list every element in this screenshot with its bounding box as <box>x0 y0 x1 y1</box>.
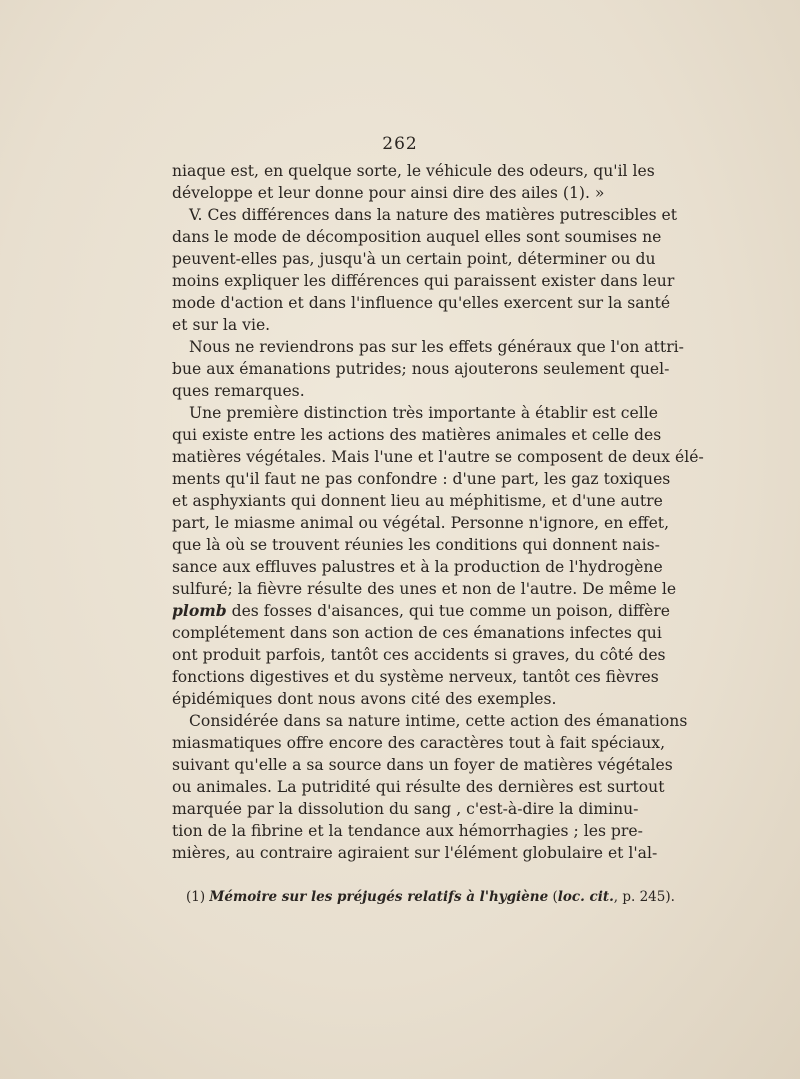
footnote-rest: , p. 245). <box>613 889 675 905</box>
text-line: ou animales. La putridité qui résulte des dernières est surtout <box>172 778 665 796</box>
text-line: ments qu'il faut ne pas confondre : d'une part, les gaz toxiques <box>172 470 671 488</box>
text-line: matières végétales. Mais l'une et l'autre se composent de deux élé- <box>172 448 704 466</box>
text-line: moins expliquer les différences qui paraissent exister dans leur <box>172 272 675 290</box>
text-line: part, le miasme animal ou végétal. Personne n'ignore, en effet, <box>172 514 670 532</box>
text-line: mode d'action et dans l'influence qu'elles exercent sur la santé <box>172 294 671 312</box>
text-line: et sur la vie. <box>172 316 271 334</box>
text-line: mières, au contraire agiraient sur l'élément globulaire et l'al- <box>172 844 658 862</box>
text-line: fonctions digestives et du système nerveux, tantôt ces fièvres <box>172 668 659 686</box>
text-line-rest: des fosses d'aisances, qui tue comme un poison, diffère <box>226 602 670 620</box>
text-line: dans le mode de décomposition auquel elles sont soumises ne <box>172 228 662 246</box>
text-line: peuvent-elles pas, jusqu'à un certain point, déterminer ou du <box>172 250 656 268</box>
text-line: tion de la fibrine et la tendance aux hémorrhagies ; les pre- <box>172 822 643 840</box>
text-line <box>172 600 670 622</box>
footnote-marker: (1) <box>186 889 206 905</box>
page-number: 262 <box>382 134 418 154</box>
text-line: miasmatiques offre encore des caractères tout à fait spéciaux, <box>172 734 666 752</box>
paragraph-first-line: Nous ne reviendrons pas sur les effets généraux que l'on attri- <box>189 338 684 356</box>
italic-term: plomb <box>172 601 227 620</box>
text-line: sulfuré; la fièvre résulte des unes et non de l'autre. De même le <box>172 580 677 598</box>
text-line: suivant qu'elle a sa source dans un foyer de matières végétales <box>172 756 673 774</box>
text-line: et asphyxiants qui donnent lieu au méphitisme, et d'une autre <box>172 492 663 510</box>
text-line: qui existe entre les actions des matières animales et celle des <box>172 426 662 444</box>
footnote-open: ( <box>548 889 558 905</box>
footnote-title: Mémoire sur les préjugés relatifs à l'hygiène <box>209 889 549 905</box>
text-line: marquée par la dissolution du sang , c'est-à-dire la diminu- <box>172 800 639 818</box>
footnote <box>186 888 675 906</box>
text-line: développe et leur donne pour ainsi dire des ailes (1). » <box>172 184 605 202</box>
body-text <box>172 160 704 864</box>
text-line: bue aux émanations putrides; nous ajouterons seulement quel- <box>172 360 670 378</box>
paragraph-first-line: Considérée dans sa nature intime, cette action des émanations <box>189 712 688 730</box>
section-heading-line: V. Ces différences dans la nature des matières putrescibles et <box>189 206 678 224</box>
text-line: épidémiques dont nous avons cité des exemples. <box>172 690 557 708</box>
text-line: sance aux effluves palustres et à la production de l'hydrogène <box>172 558 663 576</box>
text-line: complétement dans son action de ces émanations infectes qui <box>172 624 662 642</box>
text-line: niaque est, en quelque sorte, le véhicule des odeurs, qu'il les <box>172 162 655 180</box>
paragraph-first-line: Une première distinction très importante à établir est celle <box>189 404 658 422</box>
text-line: ques remarques. <box>172 382 305 400</box>
text-line: que là où se trouvent réunies les conditions qui donnent nais- <box>172 536 660 554</box>
footnote-ref: loc. cit. <box>557 889 614 905</box>
text-line: ont produit parfois, tantôt ces accidents si graves, du côté des <box>172 646 666 664</box>
